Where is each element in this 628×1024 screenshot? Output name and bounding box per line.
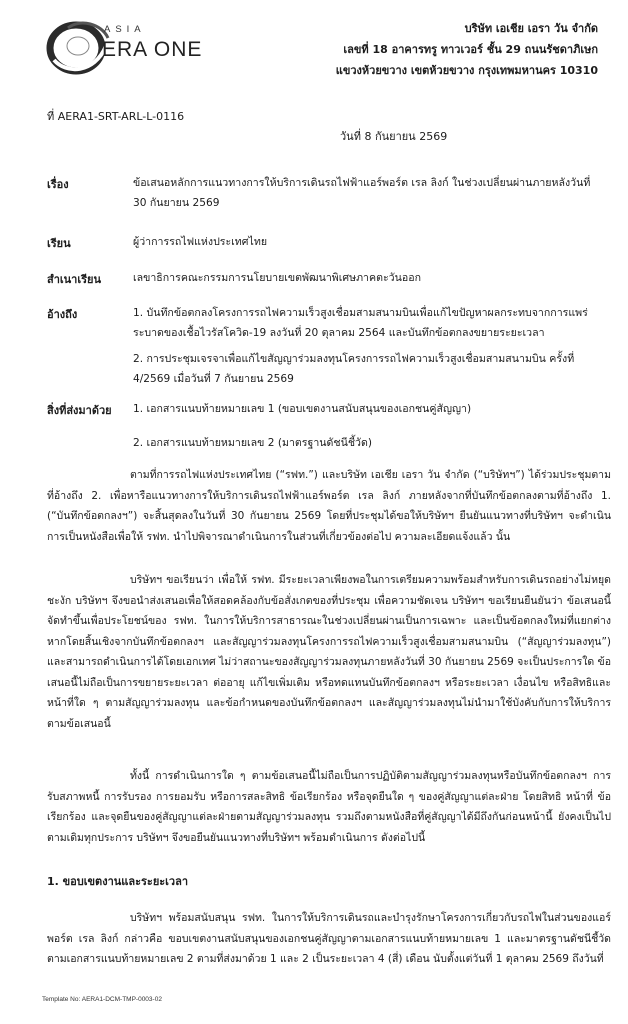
company-header	[336, 18, 598, 81]
cc-label: สำเนาเรียน	[47, 273, 101, 286]
cc-text: เลขาธิการคณะกรรมการนโยบายเขตพัฒนาพิเศษภาคตะวันออก	[133, 272, 421, 284]
body-paragraph-4: บริษัทฯ พร้อมสนับสนุน รฟท. ในการให้บริการเดินรถและบำรุงรักษาโครงการเกี่ยวกับรถไฟในส่วนของแอร์พอร์ต เรล ลิงก์ กล่าวคือ ขอบเขตงานสนับสนุนของเอกชนคู่สัญญาตามเอกสารแนบท้ายหมายเลข 1 และมาตรฐานดัชนีชี้วัดตามเอกสารแนบท้ายหมายเลข 2 ตามที่ส่งมาด้วย 1 และ 2 เป็นระยะเวลา 4 (สี่) เดือน นับตั้งแต่วันที่ 1 ตุลาคม 2569 ถึงวันที่	[47, 912, 611, 965]
subject-text: ข้อเสนอหลักการแนวทางการให้บริการเดินรถไฟฟ้าแอร์พอร์ต เรล ลิงก์ ในช่วงเปลี่ยนผ่านภายหลังวันที่ 30 กันยายน 2569	[133, 177, 591, 209]
reference-item-2: 2. การประชุมเจรจาเพื่อแก้ไขสัญญาร่วมลงทุนโครงการรถไฟความเร็วสูงเชื่อมสามสนามบิน ครั้งที่ 4/2569 เมื่อวันที่ 7 กันยายน 2569	[133, 353, 575, 385]
enclosure-item-2: 2. เอกสารแนบท้ายหมายเลข 2 (มาตรฐานดัชนีชี้วัด)	[133, 437, 372, 449]
subject-label: เรื่อง	[47, 178, 69, 191]
body-paragraph-2: บริษัทฯ ขอเรียนว่า เพื่อให้ รฟท. มีระยะเวลาเพียงพอในการเตรียมความพร้อมสำหรับการเดินรถอย่างไม่หยุดชะงัก บริษัทฯ จึงขอนำส่งเสนอเพื่อให้สอดคล้องกับข้อสั่งเกตของที่ประชุม เพื่อความชัดเจน บริษัทฯ ขอเรียนยืนยันว่า ข้อเสนอนี้จัดทำขึ้นเพื่อประโยชน์ของ รฟท. ในการให้บริการสาธารณะในช่วงเปลี่ยนผ่านเป็นการเฉพาะ และเป็นข้อตกลงใหม่ที่แยกต่างหากโดยสิ้นเชิงจากบันทึกข้อตกลงฯ และสัญญาร่วมลงทุนโครงการรถไฟความเร็วสูงเชื่อมสามสนามบิน (“สัญญาร่วมลงทุน”) และสามารถดำเนินการได้โดยเอกเทศ ไม่ว่าสถานะของสัญญาร่วมลงทุนภายหลังวันที่ 30 กันยายน 2569 จะเป็นประการใด ข้อเสนอนี้ไม่ถือเป็นการขยายระยะเวลา ต่ออายุ แก้ไขเพิ่มเติม หรือทดแทนบันทึกข้อตกลงฯ หรือระยะเวลา เงื่อนไข หรือสิทธิและหน้าที่ใด ๆ ตามสัญญาร่วมลงทุน และข้อกำหนดของบันทึกข้อตกลงฯ และสัญญาร่วมลงทุนไม่นำมาใช้บังคับกับการให้บริการตามข้อเสนอนี้	[47, 574, 612, 730]
logo-asia-text: ASIA	[104, 24, 146, 35]
reference-item-1: 1. บันทึกข้อตกลงโครงการรถไฟความเร็วสูงเชื่อมสามสนามบินเพื่อแก้ไขปัญหาผลกระทบจากการแพร่ระบาดของเชื้อไวรัสโควิด-19 ลงวันที่ 20 ตุลาคม 2564 และบันทึกข้อตกลงขยายระยะเวลา	[133, 307, 588, 339]
template-number: Template No: AERA1-DCM-TMP-0003-02	[42, 996, 162, 1003]
letter-date: วันที่ 8 กันยายน 2569	[340, 130, 448, 143]
company-name: บริษัท เอเชีย เอรา วัน จำกัด	[464, 22, 598, 35]
company-logo	[46, 16, 236, 76]
to-text: ผู้ว่าการรถไฟแห่งประเทศไทย	[133, 236, 268, 248]
enclosures-label: สิ่งที่ส่งมาด้วย	[47, 404, 112, 417]
body-paragraph-1: ตามที่การรถไฟแห่งประเทศไทย (“รฟท.”) และบริษัท เอเชีย เอรา วัน จำกัด (“บริษัทฯ”) ได้ร่วมประชุมตามที่อ้างถึง 2. เพื่อหารือแนวทางการให้บริการเดินรถไฟฟ้าแอร์พอร์ต เรล ลิงก์ ภายหลังจากที่บันทึกข้อตกลงตามที่อ้างถึง 1. (“บันทึกข้อตกลงฯ”) จะสิ้นสุดลงในวันที่ 30 กันยายน 2569 โดยที่ประชุมได้ขอให้บริษัทฯ ยืนยันแนวทางที่บริษัทฯ จะดำเนินการเป็นหนังสือเพื่อให้ รฟท. นำไปพิจารณาดำเนินการในส่วนที่เกี่ยวข้องต่อไป ความละเอียดแจ้งแล้ว นั้น	[47, 469, 611, 543]
to-label: เรียน	[47, 237, 71, 250]
reference-number: ที่ AERA1-SRT-ARL-L-0116	[47, 110, 185, 123]
company-address-line2: แขวงห้วยขวาง เขตห้วยขวาง กรุงเทพมหานคร 10310	[335, 64, 598, 77]
enclosure-item-1: 1. เอกสารแนบท้ายหมายเลข 1 (ขอบเขตงานสนับสนุนของเอกชนคู่สัญญา)	[133, 403, 472, 415]
section-1-title: 1. ขอบเขตงานและระยะเวลา	[47, 875, 189, 888]
logo-era-one-text: ERA ONE	[102, 38, 203, 61]
company-address-line1: เลขที่ 18 อาคารทรู ทาวเวอร์ ชั้น 29 ถนนรัชดาภิเษก	[343, 43, 598, 56]
body-paragraph-3: ทั้งนี้ การดำเนินการใด ๆ ตามข้อเสนอนี้ไม่ถือเป็นการปฏิบัติตามสัญญาร่วมลงทุนหรือบันทึกข้อตกลงฯ การรับสภาพหนี้ การรับรอง การยอมรับ หรือการสละสิทธิ ข้อเรียกร้อง หรือจุดยืนใด ๆ ของคู่สัญญาแต่ละฝ่าย โดยสิทธิ หน้าที่ ข้อเรียกร้อง และจุดยืนของคู่สัญญาแต่ละฝ่ายตามสัญญาร่วมลงทุน รวมถึงตามหนังสือที่คู่สัญญาได้มีถึงกันก่อนหน้านี้ ยังคงเป็นไปตามเดิมทุกประการ บริษัทฯ จึงขอยืนยันแนวทางที่บริษัทฯ พร้อมดำเนินการ ดังต่อไปนี้	[47, 770, 611, 844]
references-label: อ้างถึง	[47, 308, 78, 321]
